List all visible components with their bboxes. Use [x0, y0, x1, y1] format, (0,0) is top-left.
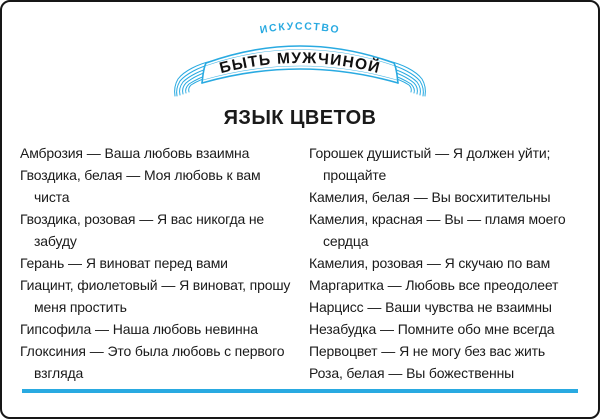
- flower-list-left-column: [20, 142, 293, 384]
- flower-list: [2, 142, 598, 384]
- flower-meaning: Ваши чувства не взаимны: [385, 299, 552, 315]
- bottom-double-rule: [22, 389, 578, 393]
- flower-entry: [309, 362, 582, 384]
- flower-entry: [20, 164, 293, 208]
- flower-name: Герань: [20, 255, 65, 271]
- flower-entry: [20, 274, 293, 318]
- flower-meaning: Вы божественны: [406, 365, 515, 381]
- flower-entry: [20, 252, 293, 274]
- flower-meaning: Ваша любовь взаимна: [104, 145, 250, 161]
- dash-separator: —: [426, 255, 441, 271]
- flower-meaning: Я скучаю по вам: [444, 255, 551, 271]
- flower-name: Камелия, белая: [309, 189, 410, 205]
- dash-separator: —: [86, 145, 101, 161]
- flower-entry: [309, 318, 582, 340]
- dash-separator: —: [413, 189, 428, 205]
- dash-separator: —: [367, 299, 382, 315]
- flower-name: Роза, белая: [309, 365, 385, 381]
- dash-separator: —: [381, 343, 396, 359]
- flower-meaning: Я вас никогда не забуду: [34, 211, 265, 249]
- flower-meaning: Я должен уйти; прощайте: [323, 145, 551, 183]
- flower-name: Камелия, красная: [309, 211, 423, 227]
- flower-meaning: Я не могу без вас жить: [399, 343, 546, 359]
- flower-entry: [309, 252, 582, 274]
- flower-entry: [309, 142, 582, 186]
- page-title: ЯЗЫК ЦВЕТОВ: [223, 107, 377, 129]
- flower-name: Незабудка: [309, 321, 377, 337]
- flower-meaning: Вы восхитительны: [431, 189, 551, 205]
- flower-meaning: Моя любовь к вам чиста: [34, 167, 261, 205]
- dash-separator: —: [387, 277, 402, 293]
- flower-meaning: Вы — пламя моего сердца: [323, 211, 566, 249]
- flower-entry: [20, 340, 293, 384]
- flower-entry: [309, 296, 582, 318]
- flower-name: Маргаритка: [309, 277, 384, 293]
- flower-name: Гвоздика, розовая: [20, 211, 136, 227]
- svg-text:ИСКУССТВО: [259, 20, 341, 36]
- dash-separator: —: [68, 255, 82, 271]
- flower-meaning: Я виноват, прошу меня простить: [34, 277, 291, 315]
- flower-name: Нарцисс: [309, 299, 364, 315]
- flower-entry: [309, 208, 582, 252]
- flower-name: Гипсофила: [20, 321, 92, 337]
- flower-name: Первоцвет: [309, 343, 378, 359]
- dash-separator: —: [139, 211, 154, 227]
- flower-entry: [20, 142, 293, 164]
- flower-entry: [20, 208, 293, 252]
- flower-meaning: Я виноват перед вами: [85, 255, 228, 271]
- dash-separator: —: [126, 167, 141, 183]
- flower-name: Горошек душистый: [309, 145, 432, 161]
- flower-entry: [20, 318, 293, 340]
- flower-entry: [309, 274, 582, 296]
- flower-meaning: Помните обо мне всегда: [397, 321, 555, 337]
- banner-series-title: БЫТЬ МУЖЧИНОЙ: [217, 49, 383, 78]
- dash-separator: —: [95, 321, 109, 337]
- dash-separator: —: [89, 343, 104, 359]
- dash-separator: —: [161, 277, 176, 293]
- flower-meaning: Это была любовь с первого взгляда: [34, 343, 285, 381]
- flower-name: Глоксиния: [20, 343, 86, 359]
- flower-entry: [309, 186, 582, 208]
- flower-name: Гвоздика, белая: [20, 167, 123, 183]
- dash-separator: —: [388, 365, 403, 381]
- flower-list-right-column: [309, 142, 582, 384]
- dash-separator: —: [435, 145, 449, 161]
- flower-meaning: Любовь все преодолеет: [405, 277, 559, 293]
- flower-meaning: Наша любовь невинна: [112, 321, 258, 337]
- flower-name: Амброзия: [20, 145, 83, 161]
- dash-separator: —: [379, 321, 394, 337]
- banner-series-label: ИСКУССТВО: [258, 20, 342, 37]
- ribbon-banner-icon: [172, 16, 428, 102]
- dash-separator: —: [426, 211, 441, 227]
- flower-entry: [309, 340, 582, 362]
- flower-name: Камелия, розовая: [309, 255, 423, 271]
- flower-name: Гиацинт, фиолетовый: [20, 277, 158, 293]
